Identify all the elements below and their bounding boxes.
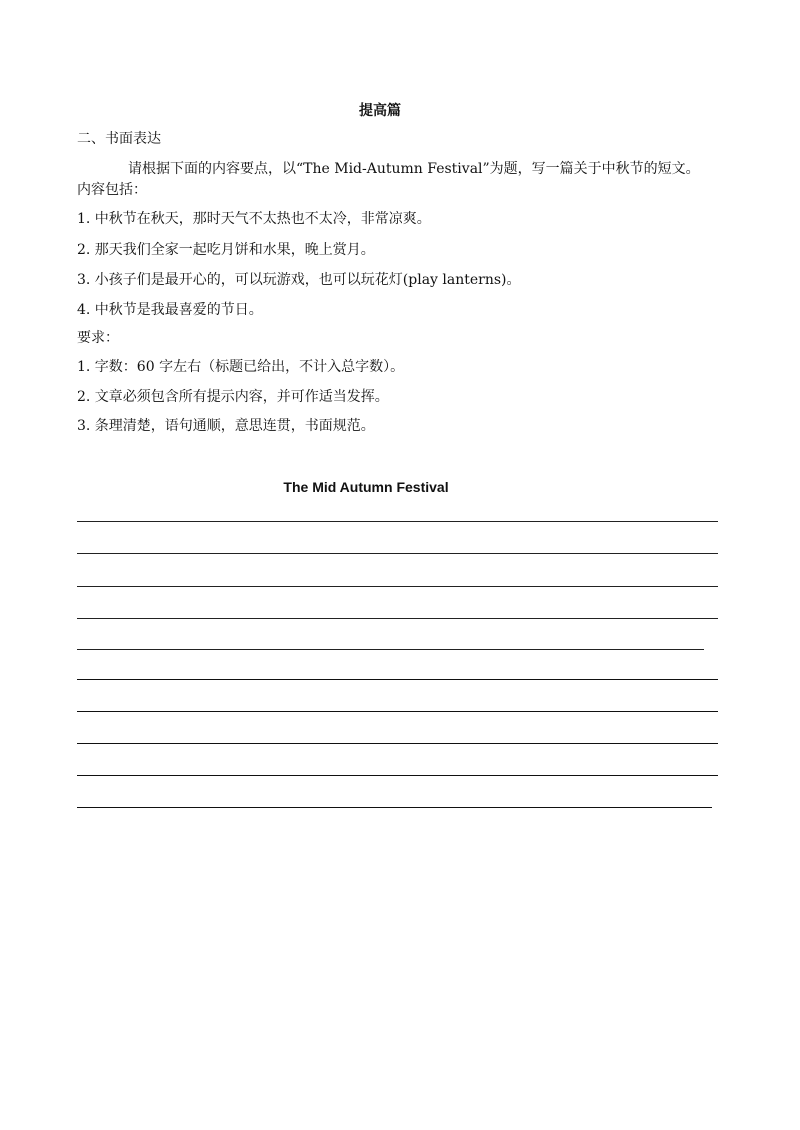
requirement-item: 2. 文章必须包含所有提示内容，并可作适当发挥。 <box>77 389 389 405</box>
requirement-item: 1. 字数：60 字左右（标题已给出，不计入总字数）。 <box>77 359 405 375</box>
writing-line <box>77 679 718 680</box>
writing-line <box>77 521 718 522</box>
writing-line <box>77 649 704 650</box>
writing-line <box>77 807 712 808</box>
point-item: 1. 中秋节在秋天，那时天气不太热也不太冷，非常凉爽。 <box>77 211 431 227</box>
instruction-text: 请根据下面的内容要点，以“The Mid-Autumn Festival”为题，写一篇关于中秋节的短文。 <box>128 161 700 177</box>
writing-line <box>77 586 718 587</box>
point-item: 2. 那天我们全家一起吃月饼和水果，晚上赏月。 <box>77 242 375 258</box>
point-item: 3. 小孩子们是最开心的，可以玩游戏，也可以玩花灯(play lanterns)。 <box>77 272 521 288</box>
essay-title: The Mid Autumn Festival <box>283 479 449 495</box>
writing-line <box>77 618 718 619</box>
writing-line <box>77 553 718 554</box>
writing-line <box>77 775 718 776</box>
content-label: 内容包括： <box>77 182 147 198</box>
writing-line <box>77 711 718 712</box>
requirements-label: 要求： <box>77 330 119 346</box>
point-item: 4. 中秋节是我最喜爱的节日。 <box>77 302 263 318</box>
writing-line <box>77 743 718 744</box>
page-title: 提高篇 <box>359 103 401 119</box>
section-heading: 二、书面表达 <box>77 131 161 147</box>
requirement-item: 3. 条理清楚，语句通顺，意思连贯，书面规范。 <box>77 418 375 434</box>
